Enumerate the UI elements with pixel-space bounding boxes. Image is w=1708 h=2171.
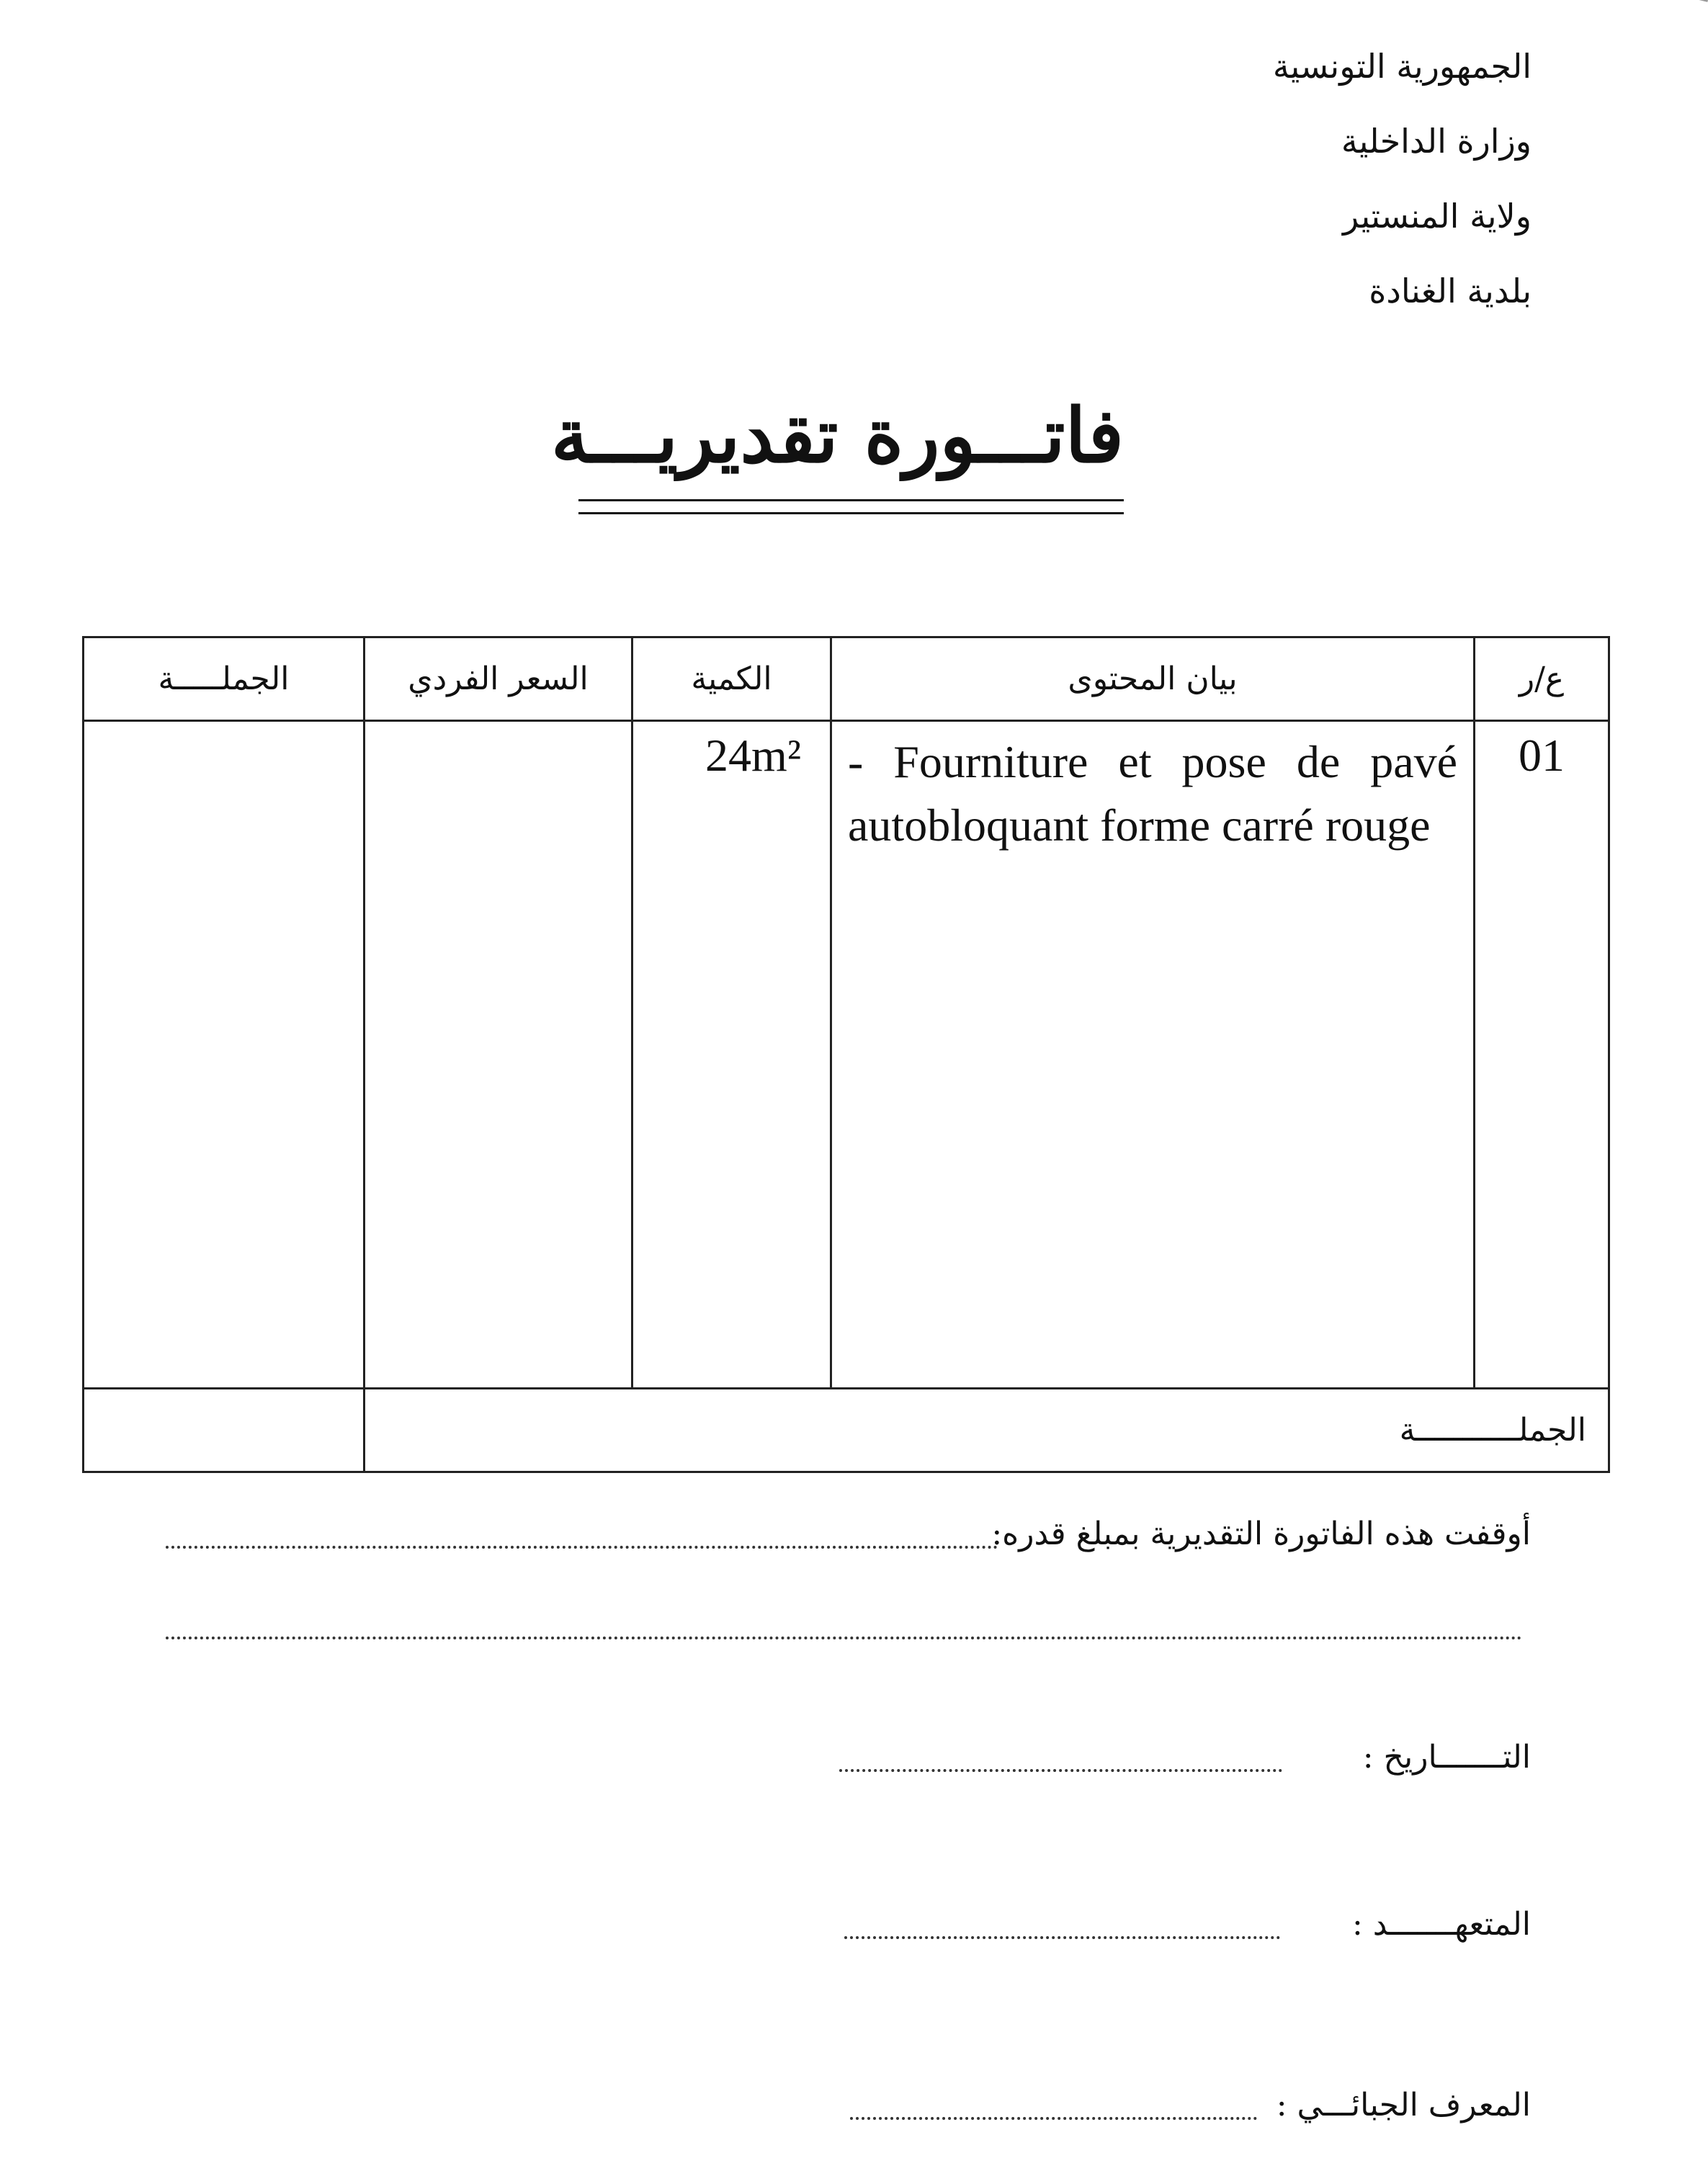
contractor-line	[166, 1896, 1531, 1953]
contractor-dots	[844, 1936, 1280, 1939]
header-unit-price: السعر الفردي	[365, 637, 632, 721]
amount-dots-continuation	[166, 1637, 1522, 1639]
total-row	[84, 1389, 1609, 1472]
total-label: الجملـــــــــــة	[365, 1389, 1609, 1472]
table-header-row	[84, 637, 1609, 721]
document-header	[1027, 29, 1532, 328]
amount-label: أوقفت هذه الفاتورة التقديرية بمبلغ قدره:	[991, 1516, 1531, 1552]
header-ministry: وزارة الداخلية	[1341, 122, 1532, 161]
title-underline-1	[578, 499, 1124, 501]
date-dots	[839, 1769, 1282, 1772]
amount-line	[166, 1505, 1531, 1563]
header-governorate: ولاية المنستير	[1343, 197, 1532, 236]
item-description: - Fourniture et pose de pavé autobloquant forme carré rouge	[831, 721, 1475, 1389]
date-label: التـــــــاريخ :	[1362, 1739, 1531, 1776]
tax-id-label: المعرف الجبائـــي :	[1276, 2087, 1531, 2123]
tax-id-dots	[850, 2117, 1257, 2120]
item-quantity: 24m²	[632, 721, 831, 1389]
item-total	[84, 721, 365, 1389]
contractor-label: المتعهـــــــد :	[1352, 1906, 1531, 1943]
table-row	[84, 721, 1609, 1389]
total-value	[84, 1389, 365, 1472]
header-total: الجملـــــة	[84, 637, 365, 721]
date-line	[166, 1729, 1531, 1786]
title-underline-2	[578, 512, 1124, 514]
header-republic: الجمهورية التونسية	[1272, 47, 1532, 86]
header-number: ع/ر	[1475, 637, 1609, 721]
item-number: 01	[1475, 721, 1609, 1389]
item-unit-price	[365, 721, 632, 1389]
document-title: فاتـــورة تقديريـــة	[551, 391, 1124, 480]
header-description: بيان المحتوى	[831, 637, 1475, 721]
tax-id-line	[166, 2077, 1531, 2134]
scan-edge-mark	[1564, 0, 1708, 16]
amount-dots	[166, 1546, 998, 1549]
invoice-table	[82, 636, 1610, 1473]
header-municipality: بلدية الغنادة	[1369, 272, 1532, 310]
header-quantity: الكمية	[632, 637, 831, 721]
